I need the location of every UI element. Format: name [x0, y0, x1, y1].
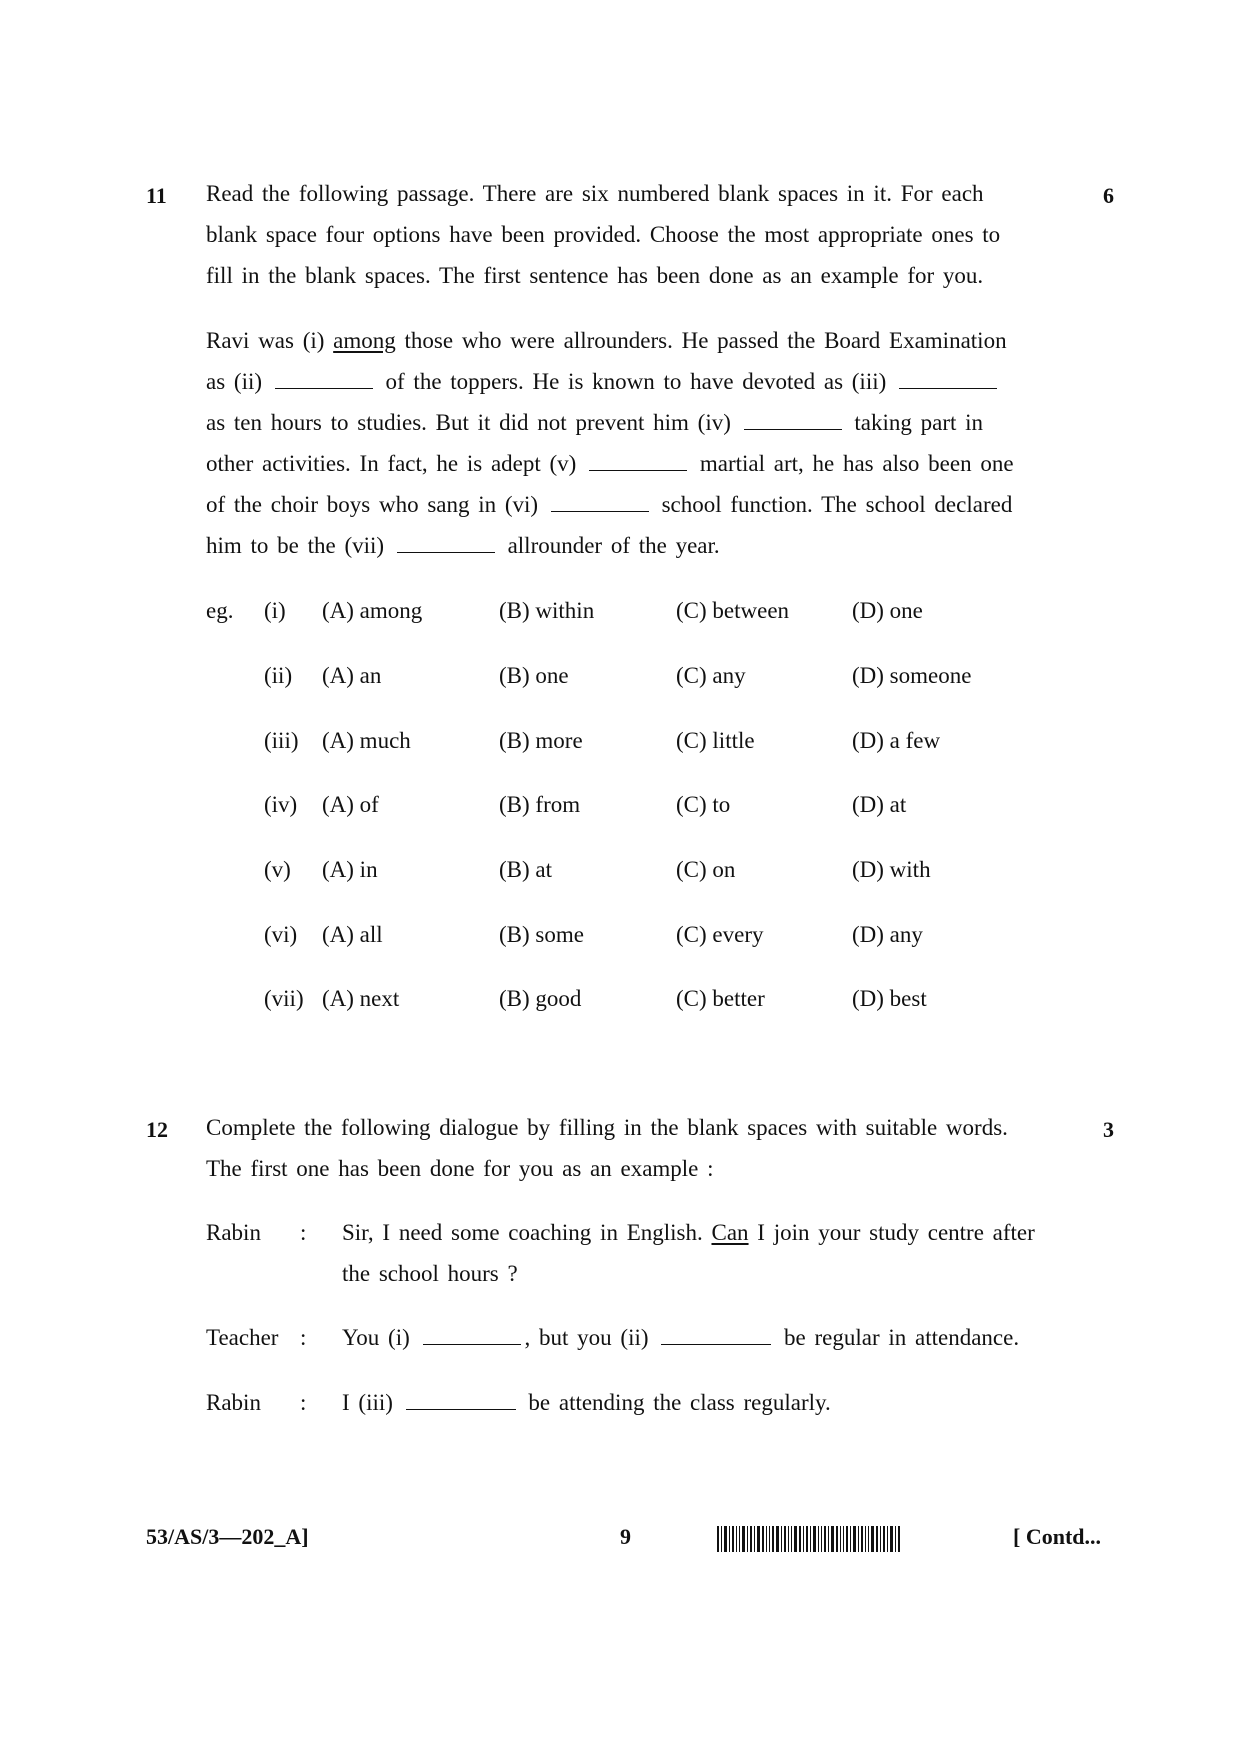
option-c: (C) to	[676, 792, 731, 817]
option-a: (A) an	[322, 663, 382, 688]
option-b: (B) at	[499, 857, 553, 882]
option-c: (C) on	[676, 857, 736, 882]
blank-ii	[275, 387, 373, 389]
option-c: (C) any	[676, 663, 746, 688]
eg-label: eg.	[206, 598, 234, 623]
blank-vi	[551, 510, 649, 512]
option-row-number: (vii)	[264, 986, 304, 1011]
speaker-teacher: Teacher	[206, 1325, 279, 1350]
option-row-number: (iii)	[264, 728, 299, 753]
option-b: (B) from	[499, 792, 581, 817]
q12-instruction-line-1: Complete the following dialogue by filling in the blank spaces with suitable words.	[206, 1115, 1008, 1140]
option-b: (B) one	[499, 663, 569, 688]
option-b: (B) some	[499, 922, 584, 947]
passage-line-3: as ten hours to studies. But it did not prevent him (iv) taking part in	[206, 410, 984, 435]
option-a: (A) next	[322, 986, 400, 1011]
blank-d-i	[423, 1343, 521, 1345]
option-d: (D) best	[852, 986, 927, 1011]
option-c: (C) between	[676, 598, 790, 623]
colon: :	[300, 1390, 307, 1415]
blank-iv	[744, 428, 842, 430]
blank-v	[589, 469, 687, 471]
colon: :	[300, 1220, 307, 1245]
q12-instruction-line-2: The first one has been done for you as an example :	[206, 1156, 714, 1181]
q11-instruction-line-3: fill in the blank spaces. The first sentence has been done as an example for you.	[206, 263, 984, 288]
question-12-marks: 3	[1103, 1117, 1114, 1142]
passage-line-1: Ravi was (i) among those who were allrounders. He passed the Board Examination	[206, 328, 1007, 353]
example-answer: among	[333, 328, 396, 353]
question-11-marks: 6	[1103, 183, 1114, 208]
option-a: (A) much	[322, 728, 411, 753]
dialogue-line-3: I (iii) be attending the class regularly.	[342, 1390, 831, 1415]
barcode-icon	[717, 1526, 999, 1552]
blank-iii	[899, 387, 997, 389]
option-d: (D) any	[852, 922, 923, 947]
passage-line-6: him to be the (vii) allrounder of the year.	[206, 533, 720, 558]
option-b: (B) within	[499, 598, 595, 623]
paper-code: 53/AS/3—202_A]	[146, 1524, 309, 1549]
option-c: (C) every	[676, 922, 764, 947]
option-a: (A) all	[322, 922, 383, 947]
option-d: (D) with	[852, 857, 931, 882]
speaker-rabin: Rabin	[206, 1390, 261, 1415]
q11-instruction-line-1: Read the following passage. There are six numbered blank spaces in it. For each	[206, 181, 984, 206]
speaker-rabin: Rabin	[206, 1220, 261, 1245]
passage-line-2: as (ii) of the toppers. He is known to have devoted as (iii)	[206, 369, 1096, 395]
colon: :	[300, 1325, 307, 1350]
option-d: (D) someone	[852, 663, 972, 688]
option-row-number: (iv)	[264, 792, 298, 817]
dialogue-line-1: Sir, I need some coaching in English. Can I join your study centre after	[342, 1220, 1035, 1245]
option-b: (B) more	[499, 728, 583, 753]
dialogue-line-1-cont: the school hours ?	[342, 1261, 518, 1286]
question-11-number: 11	[146, 183, 167, 208]
passage-line-5: of the choir boys who sang in (vi) school function. The school declared	[206, 492, 1013, 517]
option-a: (A) in	[322, 857, 378, 882]
option-d: (D) a few	[852, 728, 941, 753]
contd-label: [ Contd...	[1013, 1524, 1102, 1549]
blank-vii	[397, 551, 495, 553]
option-row-number: (ii)	[264, 663, 293, 688]
blank-d-ii	[661, 1343, 771, 1345]
question-12-number: 12	[146, 1117, 168, 1142]
passage-line-4: other activities. In fact, he is adept (v) martial art, he has also been one	[206, 451, 1014, 476]
q11-instruction-line-2: blank space four options have been provided. Choose the most appropriate ones to	[206, 222, 1001, 247]
option-a: (A) among	[322, 598, 423, 623]
option-d: (D) one	[852, 598, 923, 623]
option-a: (A) of	[322, 792, 379, 817]
option-row-number: (v)	[264, 857, 291, 882]
option-c: (C) little	[676, 728, 755, 753]
page-number: 9	[620, 1524, 631, 1549]
option-b: (B) good	[499, 986, 582, 1011]
example-answer: Can	[711, 1220, 749, 1245]
option-row-number: (vi)	[264, 922, 298, 947]
option-row-number: (i)	[264, 598, 286, 623]
blank-d-iii	[406, 1408, 516, 1410]
option-d: (D) at	[852, 792, 907, 817]
option-c: (C) better	[676, 986, 765, 1011]
dialogue-line-2: You (i) , but you (ii) be regular in attendance.	[342, 1325, 1020, 1350]
